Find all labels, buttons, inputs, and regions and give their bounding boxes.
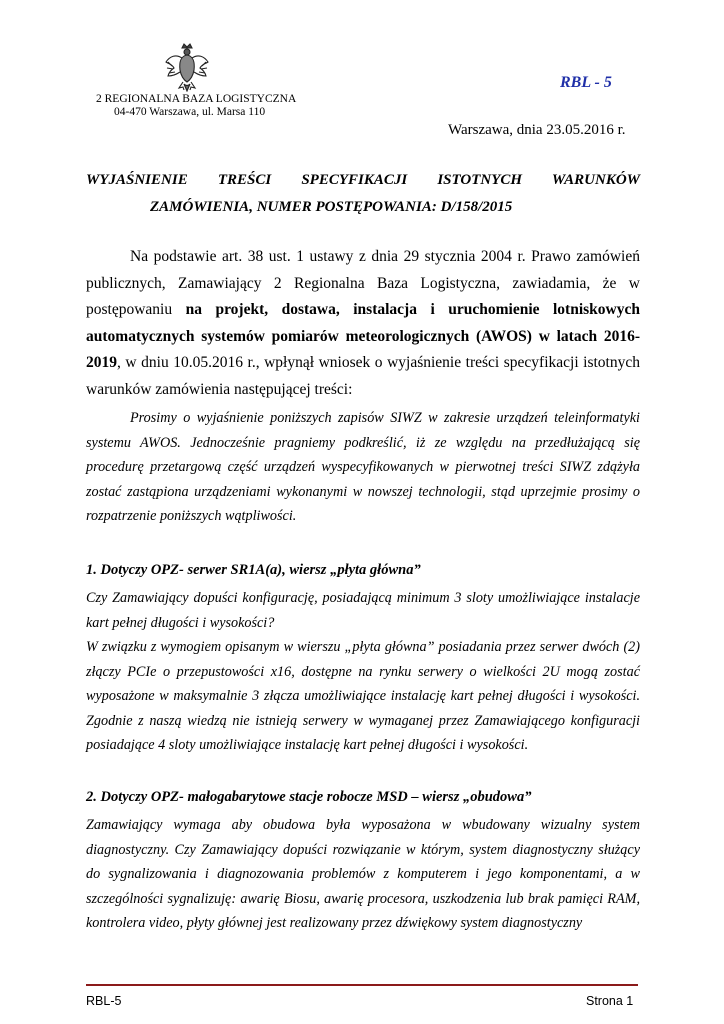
title-line-2: ZAMÓWIENIA, NUMER POSTĘPOWANIA: D/158/2015 (150, 199, 513, 215)
date-line: Warszawa, dnia 23.05.2016 r. (448, 122, 626, 138)
intro-paragraph (86, 244, 640, 403)
footer-reference: RBL-5 (86, 994, 122, 1008)
page-number: Strona 1 (586, 994, 634, 1008)
item-1-answer: W związku z wymogiem opisanym w wierszu „płyta główna” posiadania przez serwer dwóch (2) złączy PCIe o przepustowości x16, dostępne na rynku serwery o wielkości 2U mogą zostać wyposażone w maksymalnie 3 złącza umożliwiające instalację kart pełnej długości i wysokości. Zgodnie z naszą wiedzą nie istnieją serwery w wymaganej przez Zamawiającego konfiguracji posiadające 4 sloty umożliwiające instalację kart pełnej długości i wysokości. (86, 639, 640, 753)
item-2-heading: 2. Dotyczy OPZ- małogabarytowe stacje robocze MSD – wiersz „obudowa” (86, 789, 532, 805)
intro-subject-bold: na projekt, dostawa, instalacja i uruchomienie lotniskowych automatycznych systemów pomiarów meteorologicznych (AWOS) w latach 2016-2019 (86, 301, 640, 371)
intro-text-2: , w dniu 10.05.2016 r., wpłynął wniosek o wyjaśnienie treści specyfikacji istotnych warunków zamówienia następującej treści: (86, 354, 640, 398)
item-1-heading: 1. Dotyczy OPZ- serwer SR1A(a), wiersz „płyta główna” (86, 562, 421, 578)
document-reference: RBL - 5 (560, 74, 612, 91)
organization-address: 04-470 Warszawa, ul. Marsa 110 (114, 106, 266, 118)
item-2-question: Zamawiający wymaga aby obudowa była wyposażona w wbudowany wizualny system diagnostyczny. Czy Zamawiający dopuści rozwiązanie w którym, system diagnostyczny służący do sygnalizowania i diagnozowania problemów z komputerem i jego komponentami, a w szczególności sygnalizuję: awarię Biosu, awarię procesora, uszkodzenia lub brak pamięci RAM, kontrolera video, płyty głównej jest realizowany przez dźwiękowy system diagnostyczny (86, 817, 640, 931)
eagle-emblem-icon (164, 42, 210, 92)
footer-rule (86, 984, 638, 986)
organization-name: 2 REGIONALNA BAZA LOGISTYCZNA (96, 93, 297, 105)
intro-text-1: Na podstawie art. 38 ust. 1 ustawy z dnia 29 stycznia 2004 r. Prawo zamówień publicznych, Zamawiający 2 Regionalna Baza Logistyczna, zawiadamia, że w postępowaniu (86, 248, 640, 318)
item-1-question: Czy Zamawiający dopuści konfigurację, posiadającą minimum 3 sloty umożliwiające instalacje kart pełnej długości i wysokości? (86, 590, 640, 631)
title-line-1: WYJAŚNIENIE TREŚCI SPECYFIKACJI ISTOTNYCH WARUNKÓW (86, 172, 640, 188)
request-paragraph: Prosimy o wyjaśnienie poniższych zapisów SIWZ w zakresie urządzeń teleinformatyki systemu AWOS. Jednocześnie pragniemy podkreślić, iż ze względu na przedłużającą się procedurę przetargową część urządzeń wyspecyfikowanych w pierwotnej treści SIWZ zdążyła zostać zastąpiona urządzeniami wykonanymi w nowszej technologii, stąd uprzejmie prosimy o rozpatrzenie poniższych wątpliwości. (86, 410, 640, 524)
